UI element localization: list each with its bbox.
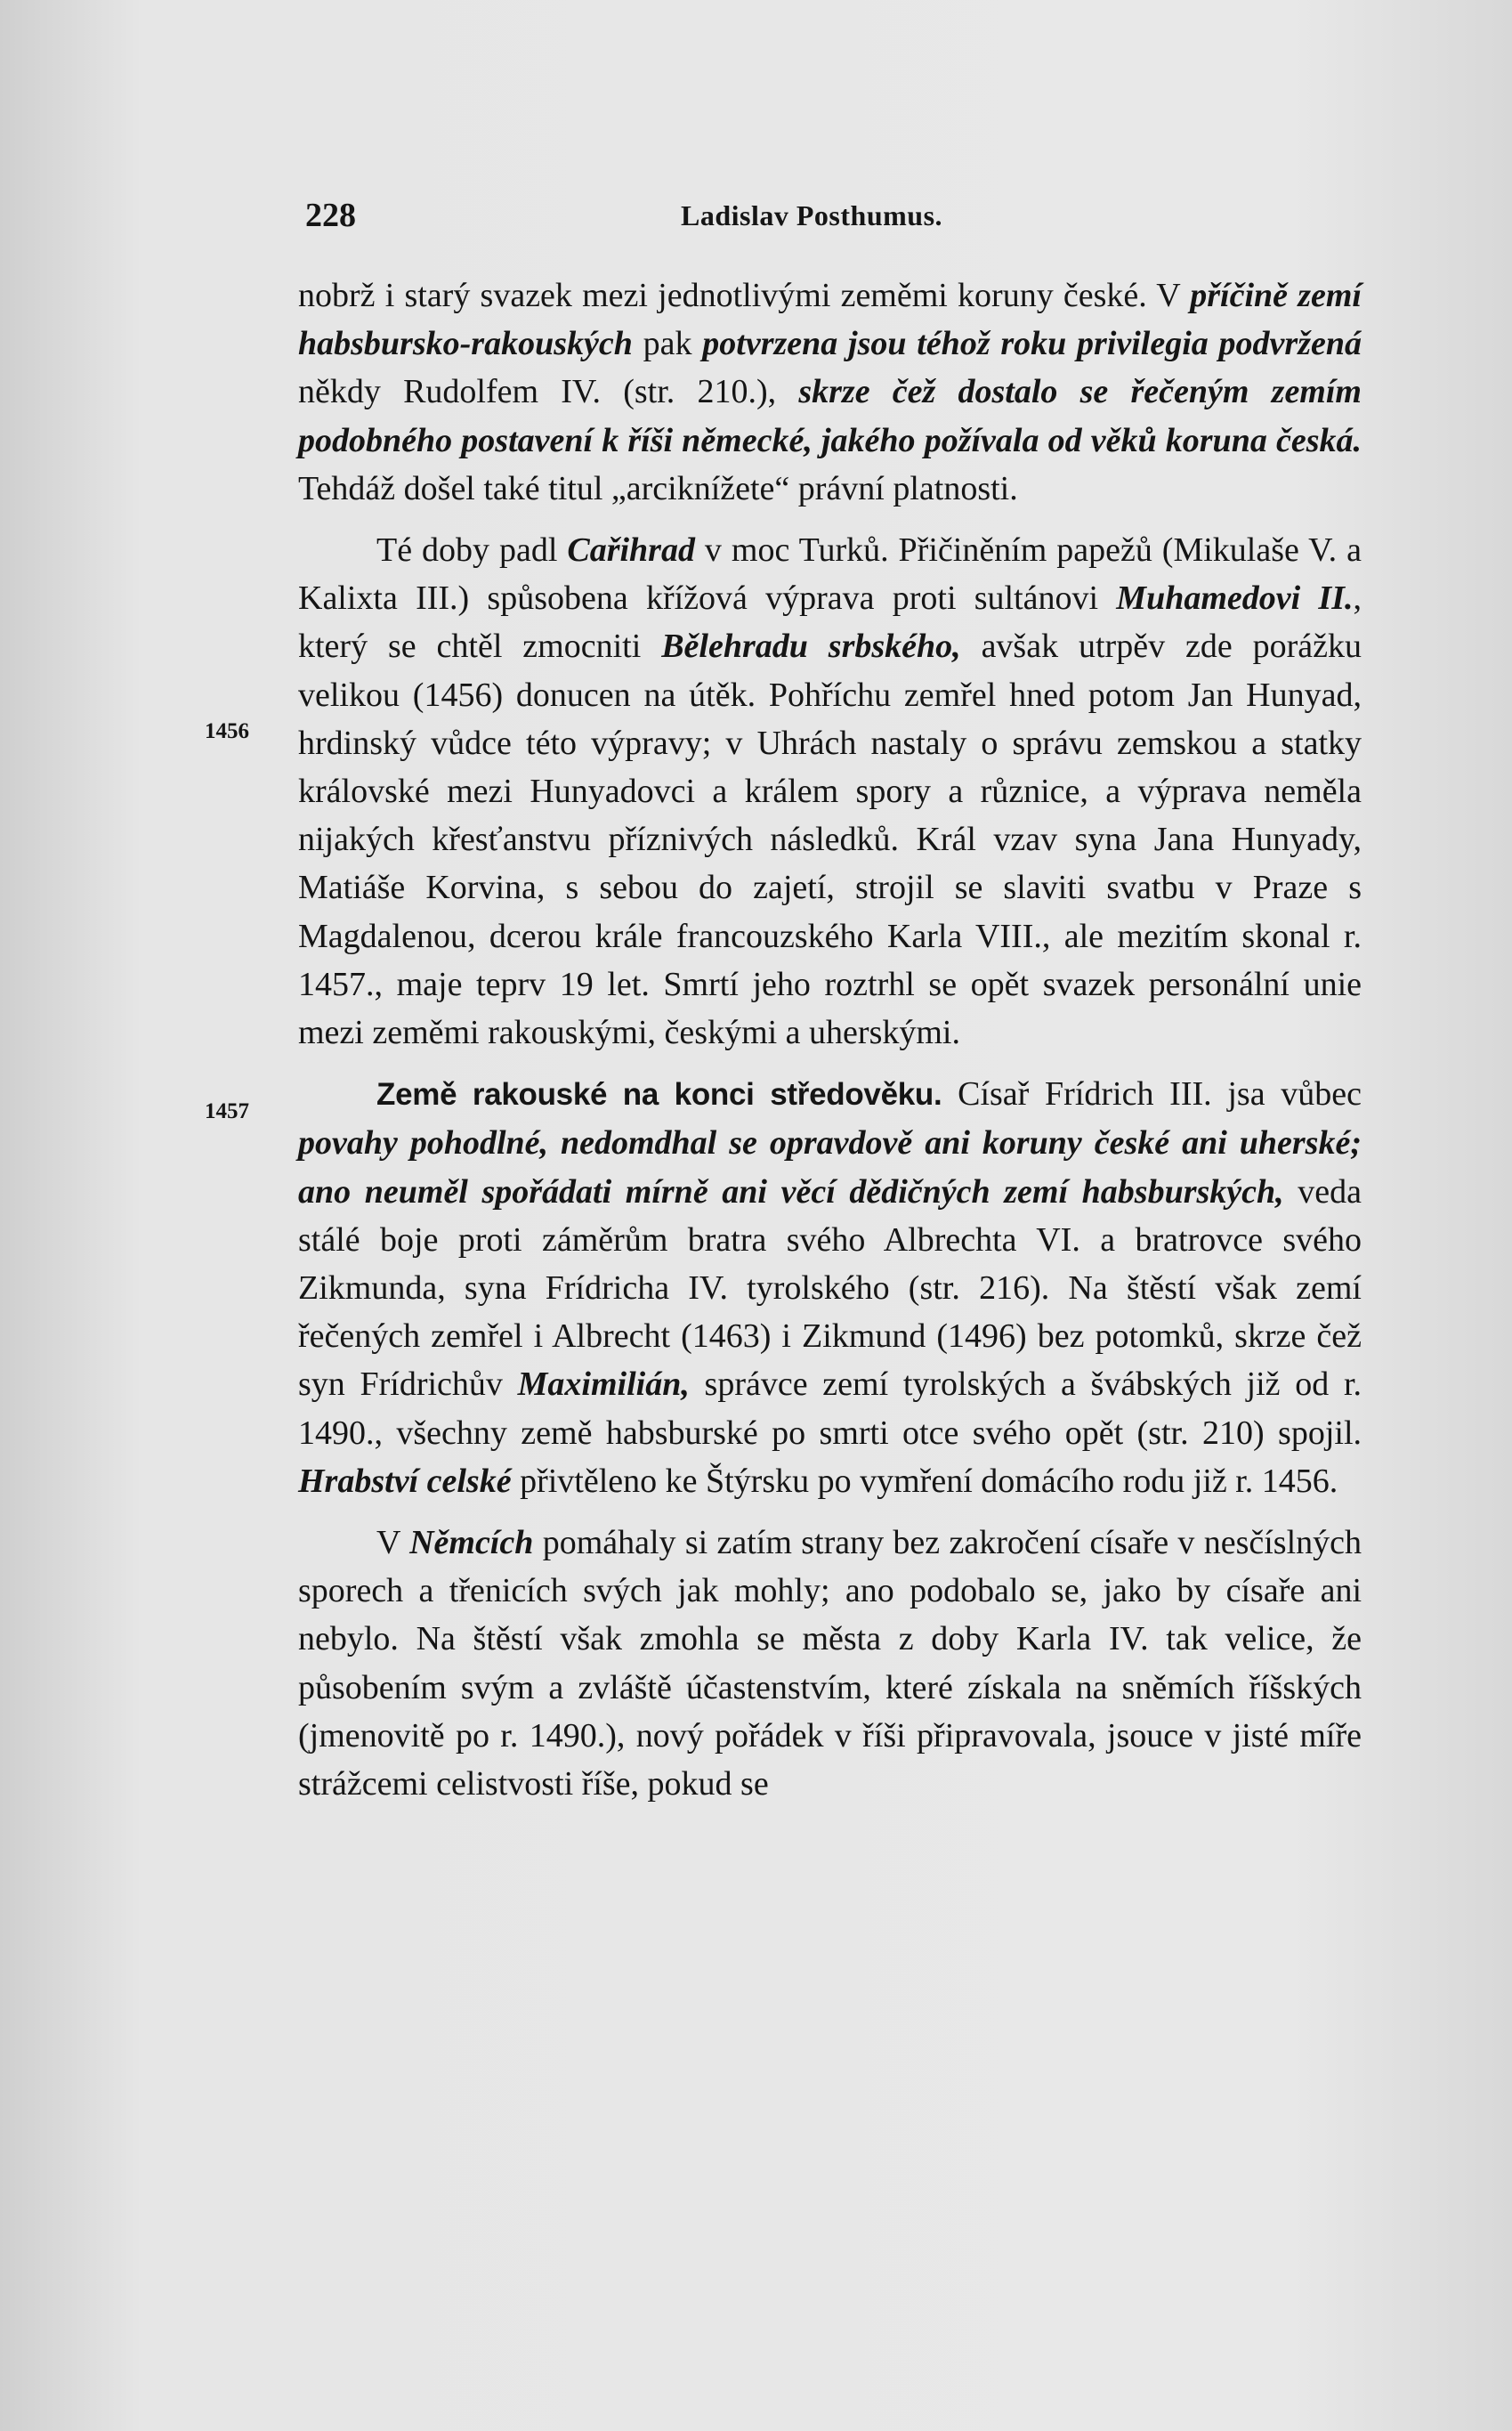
text-run: veda stálé boje proti záměrům bratra svého Albrechta VI. a bratrovce svého Zikmunda, syna Frídricha IV. tyrolského (str. 216). Na štěstí však zemí řečených zemřel i Albrecht (1463) i Zikmund (1496) bez potomků, skrze čež syn Frídrichův <box>298 1172 1362 1404</box>
italic-run: Muhamedovi II. <box>1116 579 1354 618</box>
running-title: Ladislav Posthumus. <box>681 199 943 231</box>
text-run: v moc Turků. Přičiněním papežů (Mikulaše V. a Kalixta III.) spůsobena křížová výprava proti sultánovi <box>298 531 1362 618</box>
text-run: avšak utrpěv zde porážku velikou (1456) donucen na útěk. Pohříchu zemřel hned potom Jan Hunyad, hrdinský vůdce této výpravy; v Uhrách nastaly o správu zemskou a statky královské mezi Hunyadovci a králem spory a různice, a výprava neměla nijakých křesťanstvu příznivých následků. Král vzav syna Jana Hunyady, Matiáše Korvina, s sebou do zajetí, strojil se slaviti svatbu v Praze s Magdalenou, dcerou krále francouzského Karla VIII., ale mezitím skonal r. 1457., maje teprv 19 let. Smrtí jeho roztrhl se opět svazek personální unie mezi zeměmi rakouskými, českými a uherskými. <box>298 628 1362 1052</box>
text-run: Té doby padl <box>376 531 568 570</box>
text-run: , který se chtěl zmocniti <box>298 579 1362 666</box>
text-run: Císař Frídrich III. jsa vůbec <box>942 1075 1362 1114</box>
italic-run: Bělehradu srbského, <box>661 628 961 666</box>
italic-run: Maximilián, <box>517 1365 690 1404</box>
margin-year-1456: 1456 <box>205 719 249 743</box>
margin-year-1457: 1457 <box>205 1099 249 1123</box>
text-run: Tehdáž došel také titul „arciknížete“ právní platnosti. <box>298 469 1018 507</box>
page-number: 228 <box>305 197 356 234</box>
section-heading: Země rakouské na konci středověku. <box>376 1077 942 1113</box>
paragraph-2 <box>298 526 1362 1057</box>
italic-run: skrze čež dostalo se řečeným zemím podobného postavení k říši německé, jakého požívala od věků koruna česká. <box>298 373 1362 459</box>
italic-run: Němcích <box>409 1524 534 1562</box>
text-run: správce zemí tyrolských a švábských již od r. 1490., všechny země habsburské po smrti otce svého opět (str. 210) spojil. <box>298 1365 1362 1452</box>
italic-run: Hrabství celské <box>298 1462 512 1500</box>
text-run: pomáhaly si zatím strany bez zakročení císaře v nesčíslných sporech a třenicích svých jak mohly; ano podobalo se, jako by císaře ani nebylo. Na štěstí však zmohla se města z doby Karla IV. tak velice, že působením svým a zvláště účastenstvím, které získala na sněmích říšských (jmenovitě po r. 1490.), nový pořádek v říši připravovala, jsouce v jisté míře strážcemi celistvosti říše, pokud se <box>298 1524 1362 1803</box>
italic-run: příčině zemí habsbursko-rakouských <box>298 277 1362 363</box>
paragraph-1 <box>298 271 1362 513</box>
text-run: V <box>376 1524 410 1562</box>
italic-run: povahy pohodlné, nedomdhal se opravdově ani koruny české ani uherské; ano neuměl spořádati mírně ani věcí dědičných zemí habsburských, <box>298 1124 1362 1211</box>
text-run: nobrž i starý svazek mezi jednotlivými zeměmi koruny české. V <box>298 277 1191 314</box>
page-header <box>298 187 1362 240</box>
book-page <box>298 187 1362 2288</box>
italic-run: potvrzena jsou téhož roku privilegia podvržená <box>702 325 1362 363</box>
text-run: někdy Rudolfem IV. (str. 210.), <box>298 373 799 411</box>
paragraph-4 <box>298 1519 1362 1808</box>
body-text <box>298 271 1362 1808</box>
text-run: přivtěleno ke Štýrsku po vymření domácího rodu již r. 1456. <box>511 1462 1338 1500</box>
text-run: pak <box>632 325 703 363</box>
paragraph-3 <box>298 1070 1362 1505</box>
italic-run: Cařihrad <box>567 531 695 570</box>
